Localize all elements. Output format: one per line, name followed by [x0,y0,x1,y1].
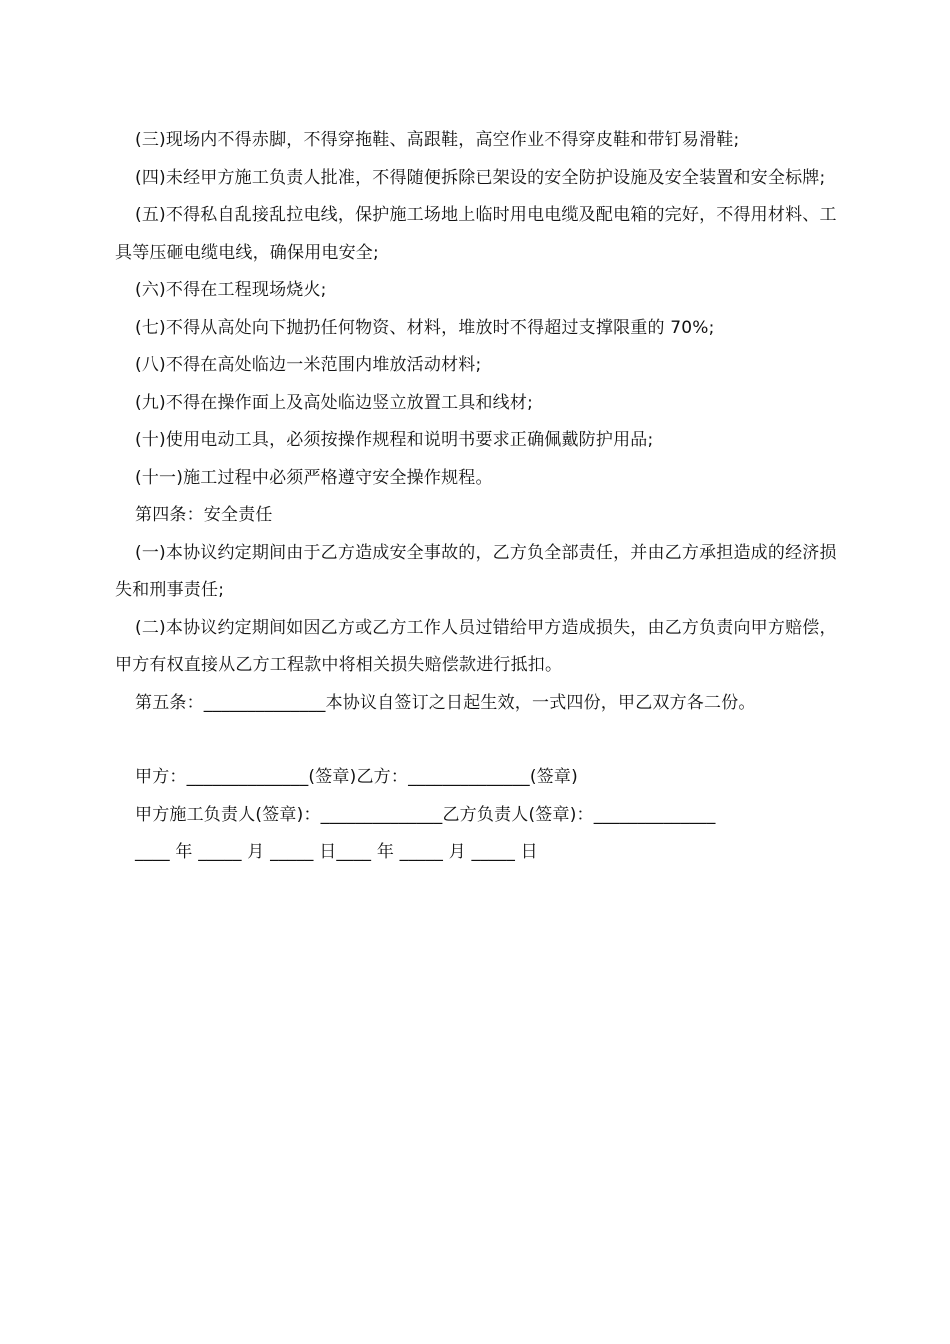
parties-signature-line: 甲方：______________(签章)乙方：______________(签章) [135,767,578,787]
clause-8: (八)不得在高处临边一米范围内堆放活动材料; [135,355,482,375]
spacer [115,722,837,759]
clause-4: (四)未经甲方施工负责人批准，不得随便拆除已架设的安全防护设施及安全装置和安全标牌; [135,167,826,188]
clause-10: (十)使用电动工具，必须按操作规程和说明书要求正确佩戴防护用品; [135,430,654,450]
responsible-signature-line: 甲方施工负责人(签章)：______________乙方负责人(签章)：______________ [135,804,716,825]
article-5: 第五条：______________本协议自签订之日起生效，一式四份，甲乙双方各二份。 [135,692,756,713]
clause-9: (九)不得在操作面上及高处临边竖立放置工具和线材; [135,392,533,413]
responsibility-clause-1: (一)本协议约定期间由于乙方造成安全事故的，乙方负全部责任，并由乙方承担造成的经济损失和刑事责任; [115,542,837,600]
document-body [115,122,837,872]
clause-3: (三)现场内不得赤脚，不得穿拖鞋、高跟鞋，高空作业不得穿皮鞋和带钉易滑鞋; [135,130,740,150]
clause-5: (五)不得私自乱接乱拉电线，保护施工场地上临时用电电缆及配电箱的完好，不得用材料、工具等压砸电缆电线，确保用电安全; [115,205,837,263]
clause-6: (六)不得在工程现场烧火; [135,280,327,300]
responsibility-clause-2: (二)本协议约定期间如因乙方或乙方工作人员过错给甲方造成损失，由乙方负责向甲方赔偿，甲方有权直接从乙方工程款中将相关损失赔偿款进行抵扣。 [115,617,837,675]
article-4-heading: 第四条：安全责任 [135,505,273,525]
clause-11: (十一)施工过程中必须严格遵守安全操作规程。 [135,467,493,488]
date-line: ____ 年 _____ 月 _____ 日____ 年 _____ 月 _____ 日 [135,842,538,862]
clause-7: (七)不得从高处向下抛扔任何物资、材料，堆放时不得超过支撑限重的 70%; [135,317,715,338]
